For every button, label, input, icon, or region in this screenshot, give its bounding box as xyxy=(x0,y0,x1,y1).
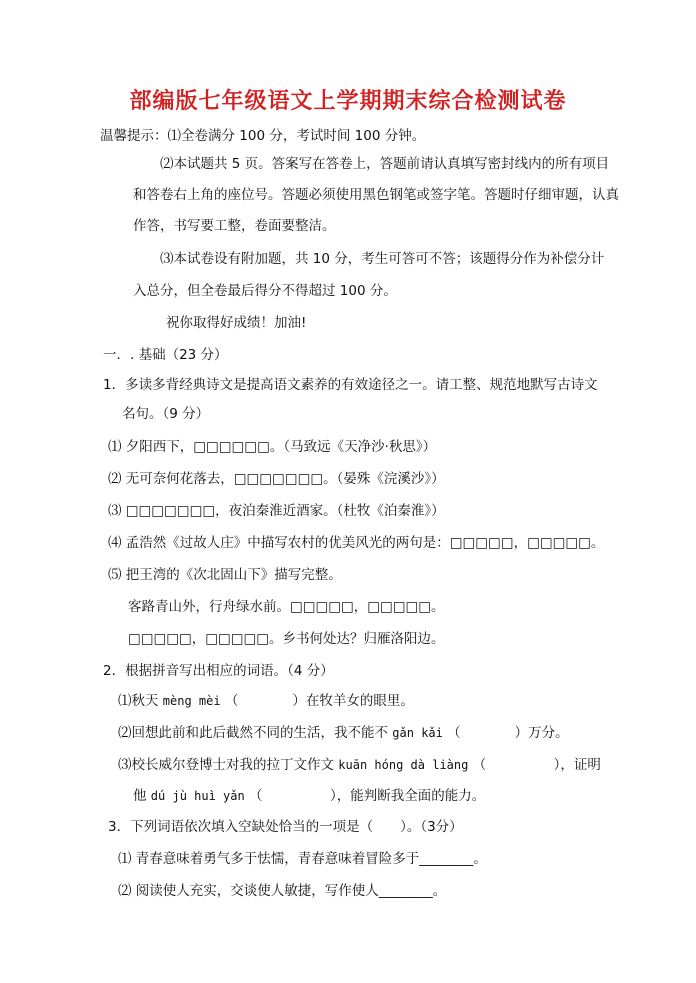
q2-item3b-text: 他 xyxy=(133,788,147,804)
question-1-item-4: ⑷ 孟浩然《过故人庄》中描写农村的优美风光的两句是：□□□□□，□□□□□。 xyxy=(108,535,605,551)
notice-line-5: ⑶本试卷设有附加题，共 10 分，考生可答可不答；该题得分作为补偿分计 xyxy=(160,251,605,267)
question-1-stem-cont: 名句。（9 分） xyxy=(122,406,210,422)
q2-item3b-pinyin: dú jù huì yǎn xyxy=(150,789,245,803)
notice-line-4: 作答，书写要工整，卷面要整洁。 xyxy=(133,218,336,234)
q2-item1-text: ⑴秋天 xyxy=(118,693,159,709)
q2-item1-blank: （ ）在牧羊女的眼里。 xyxy=(224,693,414,709)
q2-item2-pinyin: gǎn kǎi xyxy=(392,726,443,740)
question-2-item-3-cont xyxy=(133,787,485,805)
notice-line-3: 和答卷右上角的座位号。答题必须使用黑色钢笔或签字笔。答题时仔细审题，认真 xyxy=(133,187,619,203)
question-3-stem: 3．下列词语依次填入空缺处恰当的一项是（ ）。（3分） xyxy=(108,819,463,835)
question-2-item-2 xyxy=(118,724,569,742)
q2-item1-pinyin: mèng mèi xyxy=(162,694,221,708)
notice-line-6: 入总分，但全卷最后得分不得超过 100 分。 xyxy=(133,283,397,299)
question-1-item-3: ⑶ □□□□□□□，夜泊秦淮近酒家。（杜牧《泊秦淮》） xyxy=(108,503,445,519)
poem-line-1: 客路青山外，行舟绿水前。□□□□□，□□□□□。 xyxy=(128,599,445,615)
q2-item3-blank: （ ），证明 xyxy=(472,757,601,773)
q2-item3-text: ⑶校长威尔登博士对我的拉丁文作文 xyxy=(118,757,334,773)
q2-item2-blank: （ ）万分。 xyxy=(447,725,569,741)
question-2-stem: 2．根据拼音写出相应的词语。（4 分） xyxy=(103,663,334,679)
question-2-item-1 xyxy=(118,692,414,710)
question-1-item-1: ⑴ 夕阳西下，□□□□□□。（马致远《天净沙·秋思》） xyxy=(108,439,437,455)
question-2-item-3 xyxy=(118,756,601,774)
question-1-stem: 1．多读多背经典诗文是提高语文素养的有效途径之一。请工整、规范地默写古诗文 xyxy=(103,377,598,393)
section-heading-basics: 一．. 基础（23 分） xyxy=(103,347,228,363)
question-3-item-1: ⑴ 青春意味着勇气多于怯懦，青春意味着冒险多于________。 xyxy=(118,851,487,867)
encouragement-text: 祝你取得好成绩！加油! xyxy=(166,315,307,331)
question-3-item-2: ⑵ 阅读使人充实，交谈使人敏捷，写作使人________。 xyxy=(118,883,447,899)
q2-item3b-blank: （ ），能判断我全面的能力。 xyxy=(249,788,486,804)
question-1-item-5: ⑸ 把王湾的《次北固山下》描写完整。 xyxy=(108,567,342,583)
q2-item3-pinyin: kuān hóng dà liàng xyxy=(338,758,469,772)
poem-line-2: □□□□□，□□□□□。乡书何处达？归雁洛阳边。 xyxy=(128,631,445,647)
question-1-item-2: ⑵ 无可奈何花落去，□□□□□□□。（晏殊《浣溪沙》） xyxy=(108,471,445,487)
notice-line-1: 温馨提示：⑴全卷满分 100 分，考试时间 100 分钟。 xyxy=(100,128,426,144)
exam-title: 部编版七年级语文上学期期末综合检测试卷 xyxy=(129,89,567,114)
notice-line-2: ⑵本试题共 5 页。答案写在答卷上，答题前请认真填写密封线内的所有项目 xyxy=(160,156,610,172)
q2-item2-text: ⑵回想此前和此后截然不同的生活，我不能不 xyxy=(118,725,388,741)
